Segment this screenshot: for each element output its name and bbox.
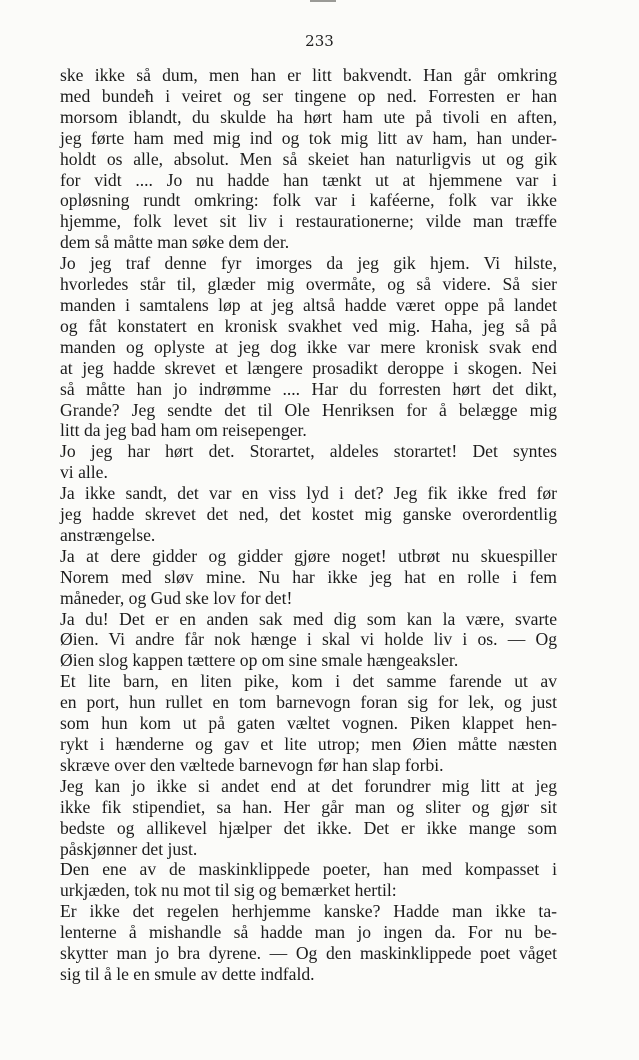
paragraph [60,253,557,441]
text-line: holdt os alle, absolut. Men så skeiet han naturligvis ut og gik [60,148,557,169]
text-line: ikke fik stipendiet, sa han. Her går man og sliter og gjør sit [60,796,557,817]
text-line: hjemme, folk levet sit liv i restaurationerne; vilde man træffe [60,211,557,232]
text-line: morsom iblandt, du skulde ha hørt ham ute på tivoli en aften, [60,106,557,127]
page-number: 233 [305,32,334,50]
text-line: Ja du! Det er en anden sak med dig som kan la være, svarte [60,608,557,629]
text-line: manden og oplyste at jeg dog ikke var mere kronisk svak end [60,336,557,357]
text-line: med bundeħ i veiret og ser tingene op ned. Forresten er han [60,85,557,106]
text-line: ske ikke så dum, men han er litt bakvendt. Han går omkring [60,65,557,85]
paragraph [60,483,557,546]
text-line: en port, hun rullet en tom barnevogn foran sig for lek, og just [60,692,557,713]
paragraph [60,776,557,860]
text-line: Ja at dere gidder og gidder gjøre noget! utbrøt nu skuespiller [60,545,557,566]
text-line: anstrængelse. [60,524,156,545]
text-line: manden i samtalens løp at jeg altså hadde været oppe på landet [60,294,557,315]
text-line: vi alle. [60,462,108,483]
body-text [60,65,557,985]
text-line: Jo jeg traf denne fyr imorges da jeg gik hjem. Vi hilste, [60,253,557,274]
text-line: Øien. Vi andre får nok hænge i skal vi holde liv i os. — Og [60,629,557,650]
text-line: Er ikke det regelen herhjemme kanske? Hadde man ikke ta- [60,901,557,922]
text-line: som hun kom ut på gaten væltet vognen. Piken klappet hen- [60,713,557,734]
text-line: opløsning rundt omkring: folk var i kaféerne, folk var ikke [60,190,557,211]
text-line: Ja ikke sandt, det var en viss lyd i det? Jeg fik ikke fred før [60,483,557,504]
text-line: bedste og allikevel hjælper det ikke. Det er ikke mange som [60,817,557,838]
text-line: jeg førte ham med mig ind og tok mig litt av ham, han under- [60,127,557,148]
paragraph [60,901,557,985]
paragraph [60,546,557,609]
text-line: lenterne å mishandle så hadde man jo ingen da. For nu be- [60,922,557,943]
text-line: rykt i hænderne og gav et lite utrop; men Øien måtte næsten [60,734,557,754]
text-line: sig til å le en smule av dette indfald. [60,963,315,984]
paragraph [60,859,557,901]
text-line: litt da jeg bad ham om reisepenger. [60,420,307,441]
paragraph [60,671,557,776]
text-line: Øien slog kappen tættere op om sine smale hængeaksler. [60,650,459,671]
top-edge-mark [310,0,336,2]
text-line: dem så måtte man søke dem der. [60,232,290,253]
text-line: skytter man jo bra dyrene. — Og den maskinklippede poet våget [60,943,557,964]
text-line: Norem med sløv mine. Nu har ikke jeg hat en rolle i fem [60,566,557,587]
text-line: Jo jeg har hørt det. Storartet, aldeles storartet! Det syntes [60,441,557,462]
text-line: Et lite barn, en liten pike, kom i det samme farende ut av [60,671,557,692]
text-line: at jeg hadde skrevet et længere prosadikt deroppe i skogen. Nei [60,357,557,378]
paragraph [60,441,557,483]
text-line: Grande? Jeg sendte det til Ole Henriksen for å belægge mig [60,399,557,420]
text-line: urkjæden, tok nu mot til sig og bemærket hertil: [60,880,397,901]
text-line: hvorledes står til, glæder mig overmåte, og så videre. Så sier [60,274,557,295]
text-line: Jeg kan jo ikke si andet end at det forundrer mig litt at jeg [60,775,557,796]
text-line: måneder, og Gud ske lov for det! [60,587,293,608]
text-line: så måtte han jo indrømme .... Har du forresten hørt det dikt, [60,378,557,399]
text-line: Den ene av de maskinklippede poeter, han med kompasset i [60,859,557,880]
text-line: og fåt konstatert en kronisk svakhet ved mig. Haha, jeg så på [60,315,557,336]
text-line: for vidt .... Jo nu hadde han tænkt ut at hjemmene var i [60,169,557,190]
paragraph [60,609,557,672]
paragraph [60,65,557,253]
text-line: påskjønner det just. [60,838,198,859]
text-line: skræve over den væltede barnevogn før han slap forbi. [60,754,444,775]
text-line: jeg hadde skrevet det ned, det kostet mig ganske overordentlig [60,504,557,525]
